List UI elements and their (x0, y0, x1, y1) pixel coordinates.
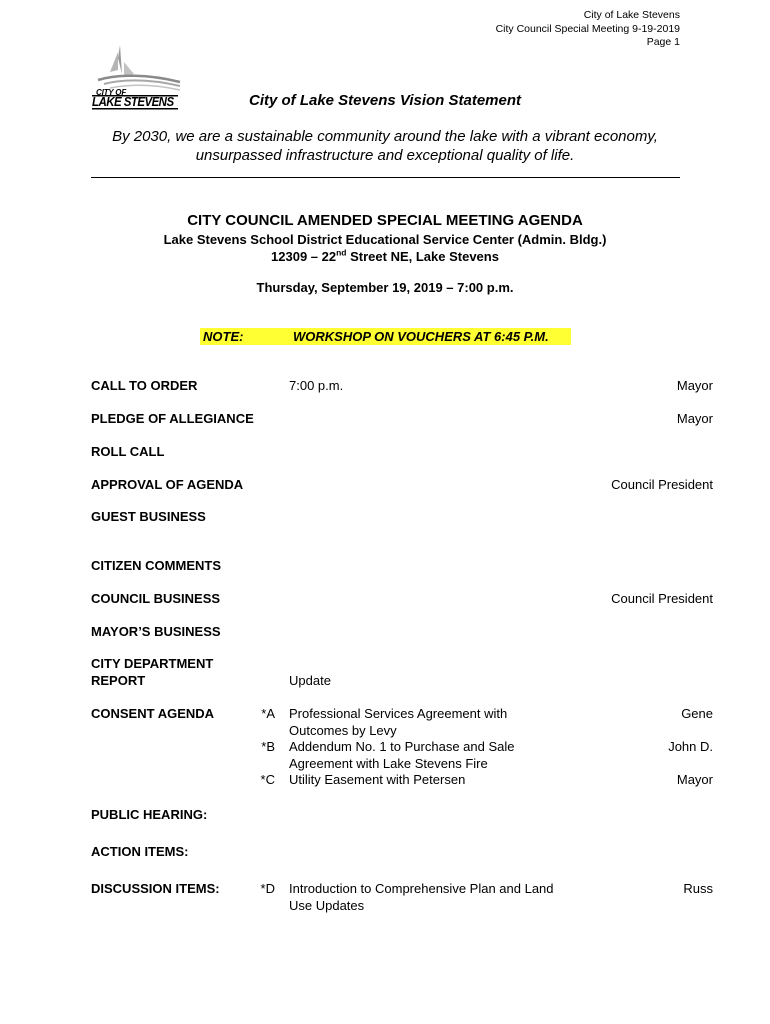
consent-a-line-2: Outcomes by Levy (289, 723, 397, 738)
consent-a-line-1: Professional Services Agreement with (289, 706, 508, 721)
agenda-title: CITY COUNCIL AMENDED SPECIAL MEETING AGENDA (187, 212, 583, 229)
item-pledge: PLEDGE OF ALLEGIANCE (91, 411, 254, 426)
item-roll-call: ROLL CALL (91, 444, 165, 459)
item-public-hearing: PUBLIC HEARING: (91, 807, 208, 822)
consent-b-responsible: John D. (668, 739, 713, 754)
header-meeting: City Council Special Meeting 9-19-2019 (495, 22, 680, 35)
call-to-order-responsible: Mayor (676, 378, 713, 393)
vision-line-2: unsurpassed infrastructure and exceptional quality of life. (195, 147, 575, 164)
item-consent-agenda: CONSENT AGENDA (91, 706, 215, 721)
consent-entry-c: Utility Easement with Petersen (289, 772, 466, 787)
consent-a-responsible: Gene (681, 706, 713, 721)
meeting-date: Thursday, September 19, 2019 – 7:00 p.m. (256, 280, 514, 295)
item-approval-of-agenda: APPROVAL OF AGENDA (91, 477, 244, 492)
location-address (0, 248, 770, 265)
note-text: WORKSHOP ON VOUCHERS AT 6:45 P.M. (293, 329, 549, 344)
divider-rule (91, 177, 680, 178)
item-city-department-report (91, 655, 213, 689)
vision-title: City of Lake Stevens Vision Statement (248, 92, 522, 109)
discussion-d-line-1: Introduction to Comprehensive Plan and Land (289, 881, 554, 896)
approval-responsible: Council President (611, 477, 713, 492)
vision-line-1: By 2030, we are a sustainable community around the lake with a vibrant economy, (112, 128, 658, 145)
call-to-order-time: 7:00 p.m. (289, 378, 344, 393)
location-building: Lake Stevens School District Educational Service Center (Admin. Bldg.) (163, 232, 607, 247)
dept-report-detail: Update (289, 673, 331, 688)
meeting-location (0, 231, 770, 265)
item-action-items: ACTION ITEMS: (91, 844, 189, 859)
header-page-number: Page 1 (646, 36, 680, 48)
consent-b-line-2: Agreement with Lake Stevens Fire (289, 756, 488, 771)
header-city: City of Lake Stevens (583, 9, 680, 21)
pledge-responsible: Mayor (676, 411, 713, 426)
note-label: NOTE: (203, 329, 244, 344)
consent-c-responsible: Mayor (676, 772, 713, 787)
council-business-responsible: Council President (611, 591, 713, 606)
consent-entry-a (289, 705, 507, 739)
address-sup: nd (336, 247, 347, 258)
consent-mark-c: *C (260, 772, 275, 787)
address-post: Street NE, Lake Stevens (346, 249, 499, 264)
item-guest-business: GUEST BUSINESS (91, 509, 206, 524)
item-citizen-comments: CITIZEN COMMENTS (91, 558, 221, 573)
vision-statement (60, 127, 710, 165)
discussion-entry-d (289, 880, 554, 914)
dept-label-line-2: REPORT (91, 673, 146, 688)
discussion-d-responsible: Russ (683, 881, 713, 896)
item-council-business: COUNCIL BUSINESS (91, 591, 221, 606)
address-pre: 12309 – 22 (271, 249, 337, 264)
consent-mark-b: *B (261, 739, 275, 754)
consent-entry-b (289, 738, 514, 772)
consent-b-line-1: Addendum No. 1 to Purchase and Sale (289, 739, 515, 754)
logo-lake-stevens: LAKE STEVENS (92, 95, 174, 109)
consent-mark-a: *A (261, 706, 275, 721)
discussion-mark-d: *D (260, 881, 275, 896)
note-banner (200, 328, 571, 345)
item-call-to-order: CALL TO ORDER (91, 378, 198, 393)
item-discussion-items: DISCUSSION ITEMS: (91, 881, 220, 896)
dept-label-line-1: CITY DEPARTMENT (91, 656, 214, 671)
item-mayors-business: MAYOR’S BUSINESS (91, 624, 221, 639)
page-header (496, 9, 680, 50)
logo-city-of: CITY OF (96, 88, 127, 97)
discussion-d-line-2: Use Updates (289, 898, 365, 913)
